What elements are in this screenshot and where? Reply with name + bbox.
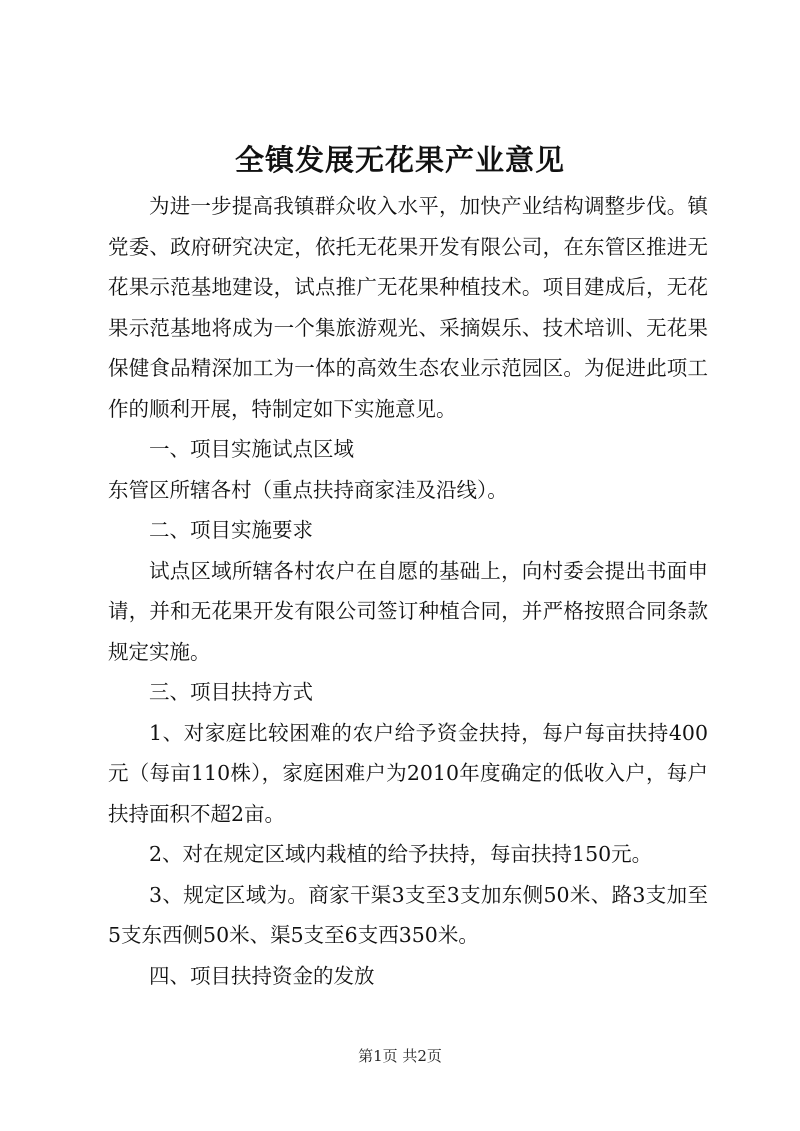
requirements-paragraph: 试点区域所辖各村农户在自愿的基础上，向村委会提出书面申请，并和无花果开发有限公司签订种植合同，并严格按照合同条款规定实施。 — [108, 558, 708, 664]
support-item-2: 2、对在规定区域内栽植的给予扶持，每亩扶持150元。 — [149, 842, 653, 866]
section-heading-requirements: 二、项目实施要求 — [149, 518, 313, 542]
support-item-1: 1、对家庭比较困难的农户给予资金扶持，每户每亩扶持400元（每亩110株），家庭困难户为2010年度确定的低收入户，每户扶持面积不超2亩。 — [108, 720, 708, 826]
section-heading-support-method: 三、项目扶持方式 — [149, 680, 313, 704]
page-footer: 第1页 共2页 — [358, 1047, 442, 1065]
pilot-area-paragraph: 东管区所辖各村（重点扶持商家洼及沿线）。 — [108, 477, 508, 502]
section-heading-fund-distribution: 四、项目扶持资金的发放 — [149, 963, 375, 988]
section-heading-pilot-area: 一、项目实施试点区域 — [149, 437, 354, 461]
document-title: 全镇发展无花果产业意见 — [234, 143, 565, 177]
support-item-3: 3、规定区域为。商家干渠3支至3支加东侧50米、路3支加至5支东西侧50米、渠5支至6支西350米。 — [108, 882, 708, 947]
intro-paragraph: 为进一步提高我镇群众收入水平，加快产业结构调整步伐。镇党委、政府研究决定，依托无花果开发有限公司，在东管区推进无花果示范基地建设，试点推广无花果种植技术。项目建成后，无花果示范基地将成为一个集旅游观光、采摘娱乐、技术培训、无花果保健食品精深加工为一体的高效生态农业示范园区。为促进此项工作的顺利开展，特制定如下实施意见。 — [108, 194, 708, 421]
document-body — [108, 186, 708, 996]
